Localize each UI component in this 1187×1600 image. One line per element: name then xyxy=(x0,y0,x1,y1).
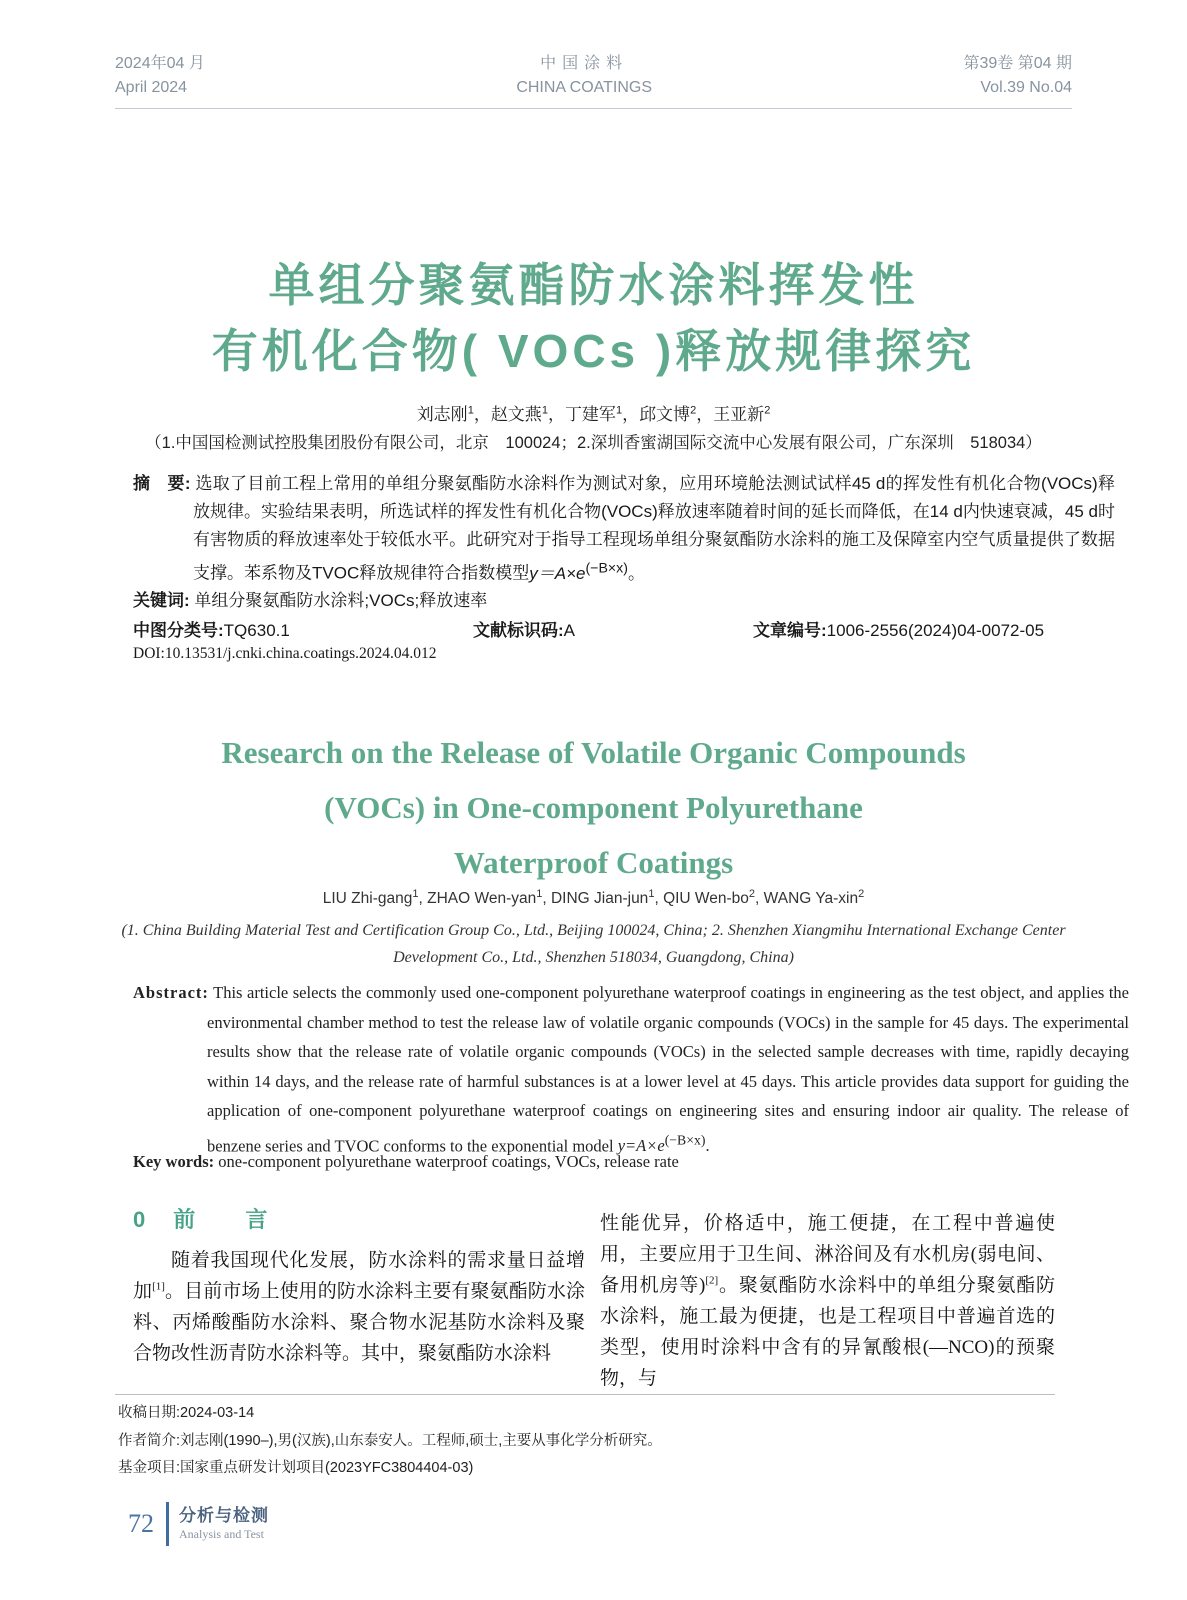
authors-en xyxy=(0,888,1187,908)
author-en: LIU Zhi-gang$^1$, xyxy=(322,888,428,908)
authors-zh xyxy=(0,400,1187,425)
body-paragraph: 随着我国现代化发展，防水涂料的需求量日益增加[1]。目前市场上使用的防水涂料主要有聚氨酯防水涂料、丙烯酸酯防水涂料、聚合物水泥基防水涂料及聚合物改性沥青防水涂料等。其中，聚氨酯防水涂料 xyxy=(133,1250,585,1364)
author-zh: 赵文燕$^1$， xyxy=(490,404,565,424)
body-column-right xyxy=(600,1208,1055,1394)
keywords-zh-text: 单组分聚氨酯防水涂料;VOCs;释放速率 xyxy=(194,591,488,610)
footnotes xyxy=(118,1402,1058,1485)
doi: DOI:10.13531/j.cnki.china.coatings.2024.04.012 xyxy=(133,645,437,662)
author-zh: 刘志刚$^1$， xyxy=(416,404,491,424)
keywords-zh-label: 关键词: xyxy=(133,591,190,610)
body-column-left xyxy=(133,1245,585,1369)
author-bio-note: 作者简介:刘志刚(1990–),男(汉族),山东泰安人。工程师,硕士,主要从事化学分析研究。 xyxy=(118,1432,662,1449)
header-date-en: April 2024 xyxy=(115,79,188,96)
abstract-zh-label: 摘 要: xyxy=(133,474,191,493)
abstract-zh xyxy=(133,470,1115,588)
footer-section-en: Analysis and Test xyxy=(179,1527,264,1541)
citation-ref-2: [2] xyxy=(705,1274,719,1287)
header-volume-zh: 第39卷 第04 期 xyxy=(963,55,1072,72)
body-paragraph: 性能优异，价格适中，施工便捷，在工程中普遍使用，主要应用于卫生间、淋浴间及有水机房(弱电间、备用机房等)[2]。聚氨酯防水涂料中的单组分聚氨酯防水涂料，施工最为便捷，也是工程项目中普遍首选的类型，使用时涂料中含有的异氰酸根(—NCO)的预聚物，与 xyxy=(600,1213,1055,1389)
header-volume xyxy=(964,52,1073,100)
abstract-en-formula: $y=A\times e^{(-B\times x)}$. xyxy=(617,1132,710,1155)
header-volume-en: Vol.39 No.04 xyxy=(980,79,1072,96)
abstract-zh-text: 选取了目前工程上常用的单组分聚氨酯防水涂料作为测试对象，应用环境舱法测试试样45 d的挥发性有机化合物(VOCs)释放规律。实验结果表明，所选试样的挥发性有机化合物(VOCs)释放速率随着时间的延长而降低，在14 d内快速衰减，45 d时有害物质的释放速率处于较低水平。此研究对于指导工程现场单组分聚氨酯防水涂料的施工及保障室内空气质量提供了数据支撑。苯系物及TVOC释放规律符合指数模型 xyxy=(193,474,1115,583)
footer-section-zh: 分析与检测 xyxy=(179,1506,269,1525)
affiliation-zh: （1.中国国检测试控股集团股份有限公司，北京 100024；2.深圳香蜜湖国际交流中心发展有限公司，广东深圳 518034） xyxy=(145,434,1042,452)
section-number: 0 xyxy=(133,1207,148,1232)
keywords-en xyxy=(133,1152,1055,1172)
abstract-en xyxy=(133,978,1129,1161)
received-date-note: 收稿日期:2024-03-14 xyxy=(118,1405,255,1421)
affiliation-en: (1. China Building Material Test and Certification Group Co., Ltd., Beijing 100024, China; 2. Shenzhen Xiangmihu International Exchange Center Development Co., Ltd., Shenzhen 518034, Guangdong, China) xyxy=(121,922,1066,966)
author-zh: 丁建军$^1$， xyxy=(564,404,640,424)
clc-number: 中图分类号:TQ630.1 xyxy=(133,621,290,640)
citation-ref-1: [1] xyxy=(152,1280,165,1293)
author-en: QIU Wen-$bo^2$, xyxy=(663,888,764,908)
article-title-en xyxy=(0,725,1187,890)
footnote-divider xyxy=(115,1394,1055,1395)
article-title-en-line2: (VOCs) in One-component Polyurethane xyxy=(324,790,863,825)
journal-header xyxy=(115,52,1072,109)
author-en: WANG Ya-xin$^2$ xyxy=(763,888,865,908)
article-title-zh-line2: 有机化合物( VOCs )释放规律探究 xyxy=(211,325,976,377)
article-title-zh-line1: 单组分聚氨酯防水涂料挥发性 xyxy=(268,259,919,311)
journal-name-zh: 中国涂料 xyxy=(540,55,629,72)
header-journal-name xyxy=(516,52,652,100)
article-meta-line xyxy=(133,616,1055,641)
page-footer xyxy=(128,1502,269,1546)
author-zh: 邱文博$^2$， xyxy=(639,404,714,424)
page-number: 72 xyxy=(128,1509,154,1538)
author-zh: 王亚新$^2$ xyxy=(713,404,771,424)
document-code: 文献标识码:A xyxy=(473,621,576,640)
author-en: ZHAO Wen-yan$^1$, xyxy=(427,888,551,908)
footer-divider-bar xyxy=(166,1502,169,1546)
section-heading-preface xyxy=(133,1203,289,1234)
funding-note: 基金项目:国家重点研发计划项目(2023YFC3804404-03) xyxy=(118,1460,474,1476)
header-date-zh: 2024年04 月 xyxy=(115,55,205,72)
section-title: 前 言 xyxy=(173,1207,290,1232)
abstract-zh-formula: $y=A\times e^{(-B\times x)}$。 xyxy=(529,560,645,583)
journal-name-en: CHINA COATINGS xyxy=(516,79,653,96)
abstract-en-label: Abstract: xyxy=(133,983,209,1002)
abstract-en-text: This article selects the commonly used one-component polyurethane waterproof coatings in engineering as the test object, and applies the environmental chamber method to test the release law of volatile organic compounds (VOCs) in the sample for 45 days. The experimental results show that the release rate of volatile organic compounds (VOCs) in the selected sample decreases with time, rapidly decaying within 14 days, and the release rate of harmful substances is at a lower level at 45 days. This article provides data support for guiding the application of one-component polyurethane waterproof coatings on engineering sites and ensuring indoor air quality. The release of benzene series and TVOC conforms to the exponential model xyxy=(207,983,1129,1155)
author-en: DING Jian-jun$^1$, xyxy=(550,888,664,908)
keywords-en-text: one-component polyurethane waterproof coatings, VOCs, release rate xyxy=(218,1152,679,1171)
keywords-en-label: Key words: xyxy=(133,1152,215,1171)
article-title-en-line1: Research on the Release of Volatile Organic Compounds xyxy=(221,735,966,770)
article-id: 文章编号:1006-2556(2024)04-0072-05 xyxy=(753,621,1045,640)
header-date xyxy=(115,52,205,100)
article-title-en-line3: Waterproof Coatings xyxy=(453,845,734,880)
article-title-zh xyxy=(0,252,1187,384)
keywords-zh xyxy=(133,586,1055,611)
